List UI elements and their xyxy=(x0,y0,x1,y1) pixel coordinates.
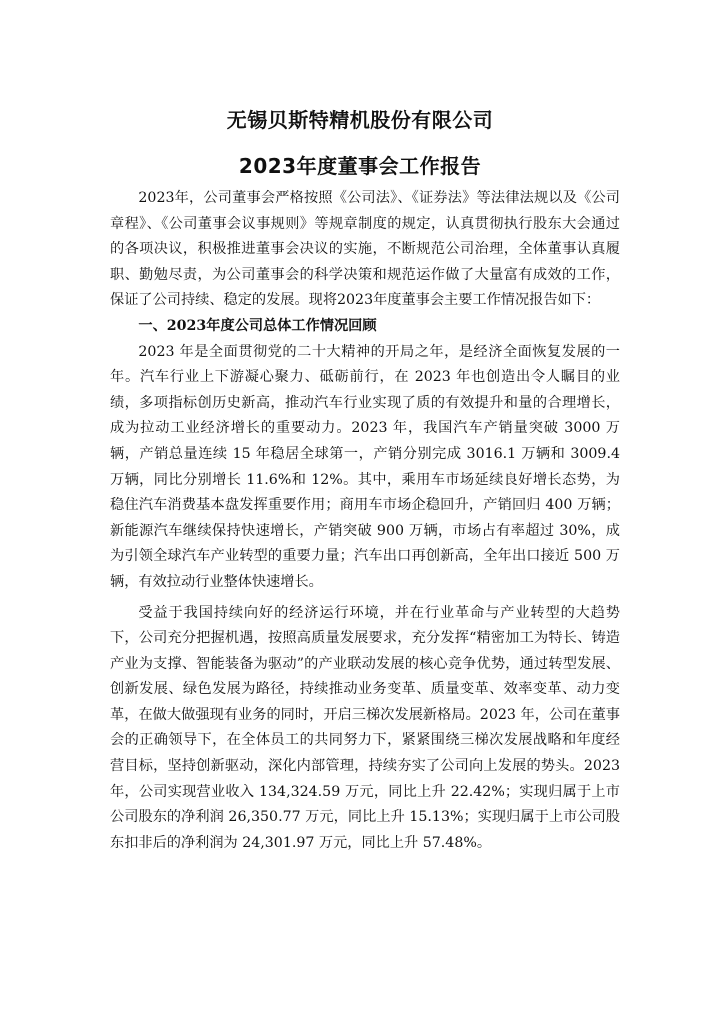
section-1-paragraph-2: 受益于我国持续向好的经济运行环境，并在行业革命与产业转型的大趋势下，公司充分把握机遇，按照高质量发展要求，充分发挥“精密加工为特长、铸造产业为支撑、智能装备为驱动”的产业联动发展的核心竞争优势，通过转型发展、创新发展、绿色发展为路径，持续推动业务变革、质量变革、效率变革、动力变革，在做大做强现有业务的同时，开启三梯次发展新格局。2023 年，公司在董事会的正确领导下，在全体员工的共同努力下，紧紧围绕三梯次发展战略和年度经营目标，坚持创新驱动，深化内部管理，持续夯实了公司向上发展的势头。2023年，公司实现营业收入 134,324.59 万元，同比上升 22.42%；实现归属于上市公司股东的净利润 26,350.77 万元，同比上升 15.13%；实现归属于上市公司股东扣非后的净利润为 24,301.97 万元，同比上升 57.48%。 xyxy=(110,604,620,851)
section-1-paragraph-1: 2023 年是全面贯彻党的二十大精神的开局之年，是经济全面恢复发展的一年。汽车行业上下游凝心聚力、砥砺前行，在 2023 年也创造出令人瞩目的业绩，多项指标创历史新高，推动汽车行业实现了质的有效提升和量的合理增长，成为拉动工业经济增长的重要动力。2023 年，我国汽车产销量突破 3000 万辆，产销总量连续 15 年稳居全球第一，产销分别完成 3016.1 万辆和 3009.4 万辆，同比分别增长 11.6%和 12%。其中，乘用车市场延续良好增长态势，为稳住汽车消费基本盘发挥重要作用；商用车市场企稳回升，产销回归 400 万辆；新能源汽车继续保持快速增长，产销突破 900 万辆，市场占有率超过 30%，成为引领全球汽车产业转型的重要力量；汽车出口再创新高，全年出口接近 500 万辆，有效拉动行业整体快速增长。 xyxy=(110,343,620,590)
report-title: 2023年度董事会工作报告 xyxy=(238,154,482,178)
section-1-heading: 一、2023年度公司总体工作情况回顾 xyxy=(138,317,377,334)
intro-paragraph: 2023年，公司董事会严格按照《公司法》、《证券法》等法律法规以及《公司章程》、《公司董事会议事规则》等规章制度的规定，认真贯彻执行股东大会通过的各项决议，积极推进董事会决议的实施，不断规范公司治理，全体董事认真履职、勤勉尽责，为公司董事会的科学决策和规范运作做了大量富有成效的工作，保证了公司持续、稳定的发展。现将2023年度董事会主要工作情况报告如下： xyxy=(110,190,620,309)
report-body xyxy=(110,186,620,856)
company-title: 无锡贝斯特精机股份有限公司 xyxy=(226,108,494,132)
